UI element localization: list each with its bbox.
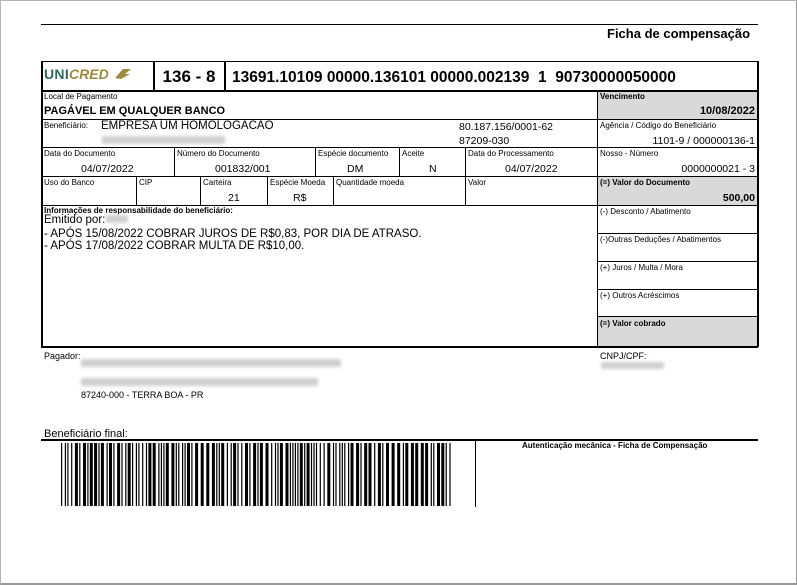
nosso-numero-value: 0000000021 - 3 xyxy=(681,163,755,175)
local-pagamento-label: Local de Pagamento xyxy=(44,92,118,101)
valor-documento-label: (=) Valor do Documento xyxy=(600,178,691,187)
barcode xyxy=(61,443,454,506)
bank-code: 136 - 8 xyxy=(162,67,216,86)
top-rule xyxy=(41,24,758,25)
agencia-value: 1101-9 / 000000136-1 xyxy=(652,135,755,147)
uso-banco-label: Uso do Banco xyxy=(44,178,95,187)
aceite-value: N xyxy=(429,163,437,175)
emitido-por: Emitido por: xyxy=(44,214,106,226)
numero-documento-value: 001832/001 xyxy=(215,163,271,175)
local-pagamento-value: PAGÁVEL EM QUALQUER BANCO xyxy=(44,105,226,117)
especie-moeda-label: Espécie Moeda xyxy=(270,178,326,187)
especie-documento-value: DM xyxy=(347,163,364,175)
beneficiario-label: Beneficiário: xyxy=(44,121,89,130)
vencimento-value: 10/08/2022 xyxy=(699,105,755,117)
nosso-numero-label: Nosso - Número xyxy=(600,149,659,158)
emitido-por-redacted xyxy=(106,215,128,223)
pagador-city: 87240-000 - TERRA BOA - PR xyxy=(81,390,204,400)
cip-label: CIP xyxy=(139,178,153,187)
quantidade-moeda-label: Quantidade moeda xyxy=(336,178,405,187)
outros-acrescimos-label: (+) Outros Acréscimos xyxy=(600,291,680,300)
data-documento-label: Data do Documento xyxy=(44,149,116,158)
valor-documento-value: 500,00 xyxy=(722,192,755,204)
pagador-cnpj-label: CNPJ/CPF: xyxy=(600,351,647,361)
instrucao-multa: - APÓS 17/08/2022 COBRAR MULTA DE R$10,00. xyxy=(44,240,305,252)
beneficiario-final-label: Beneficiário final: xyxy=(44,428,128,440)
beneficiario-cnpj: 80.187.156/0001-62 xyxy=(459,121,554,133)
autenticacao-label: Autenticação mecânica - Ficha de Compensação xyxy=(522,441,708,450)
numero-documento-label: Número do Documento xyxy=(177,149,260,158)
pagador-label: Pagador: xyxy=(44,351,81,361)
pagador-address-redacted xyxy=(81,378,318,386)
data-processamento-label: Data do Processamento xyxy=(468,149,554,158)
especie-moeda-value: R$ xyxy=(293,192,307,204)
vencimento-label: Vencimento xyxy=(600,92,645,101)
data-documento-value: 04/07/2022 xyxy=(81,163,134,175)
pagador-name-redacted xyxy=(81,359,341,367)
digitable-line: 13691.10109 00000.136101 00000.002139 1 90730000050000 xyxy=(232,69,676,86)
pagador-cnpj-redacted xyxy=(601,362,664,369)
page-title: Ficha de compensação xyxy=(607,26,751,41)
unicred-arrow-icon xyxy=(113,66,133,80)
carteira-label: Carteira xyxy=(203,178,232,187)
instrucao-juros: - APÓS 15/08/2022 COBRAR JUROS DE R$0,83, POR DIA DE ATRASO. xyxy=(44,228,422,240)
valor-cobrado-label: (=) Valor cobrado xyxy=(600,319,666,328)
beneficiario-name: EMPRESA UM HOMOLOGACAO xyxy=(101,120,274,132)
desconto-label: (-) Desconto / Abatimento xyxy=(600,207,691,216)
valor-label: Valor xyxy=(468,178,487,187)
beneficiario-address-redacted xyxy=(102,136,225,144)
data-processamento-value: 04/07/2022 xyxy=(505,163,558,175)
especie-documento-label: Espécie documento xyxy=(318,149,389,158)
juros-multa-label: (+) Juros / Multa / Mora xyxy=(600,263,683,272)
unicred-logo: UNICRED xyxy=(44,66,133,86)
aceite-label: Aceite xyxy=(402,149,425,158)
agencia-label: Agência / Código do Beneficiário xyxy=(600,121,717,130)
outras-deducoes-label: (-)Outras Deduções / Abatimentos xyxy=(600,235,721,244)
carteira-value: 21 xyxy=(228,192,240,204)
instrucoes-label: Informações de responsabilidade do beneficiário: xyxy=(44,206,233,215)
beneficiario-cep: 87209-030 xyxy=(459,135,510,147)
